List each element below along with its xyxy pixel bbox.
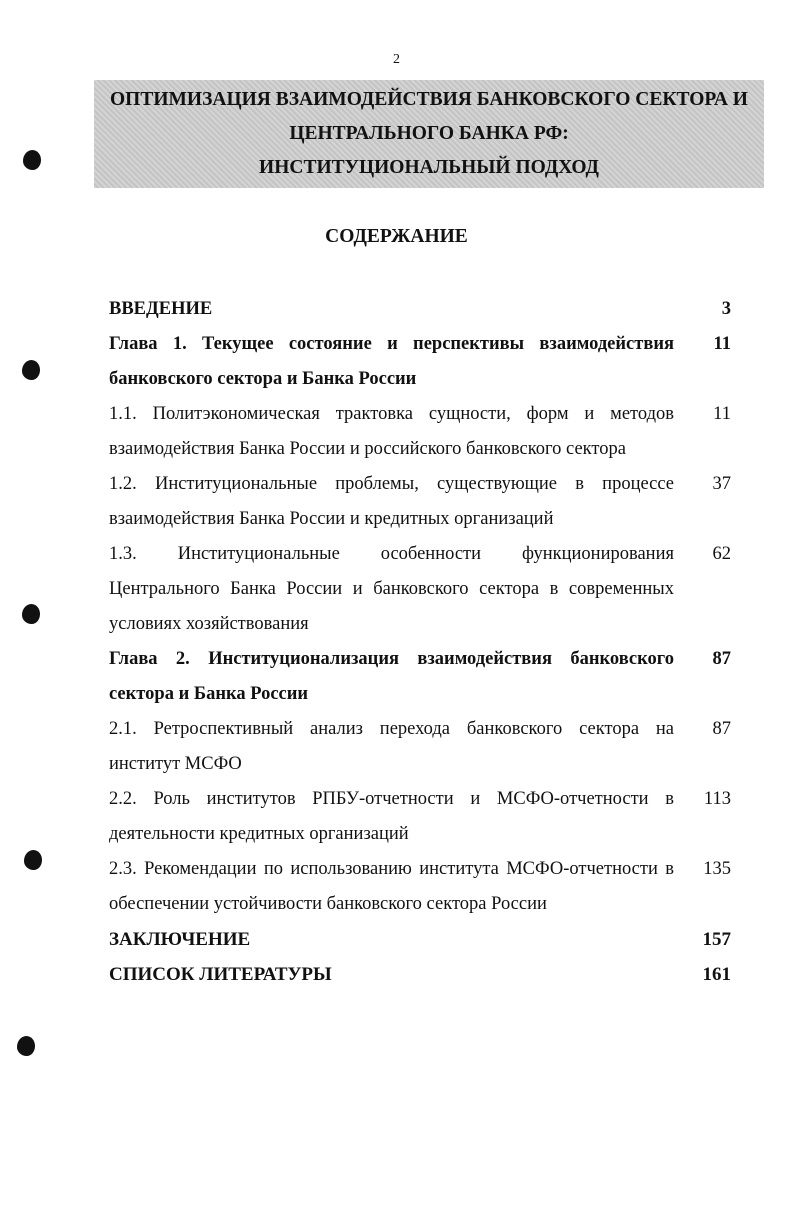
punch-hole-mark <box>22 360 40 380</box>
title-line: ЦЕНТРАЛЬНОГО БАНКА РФ: <box>289 123 569 144</box>
toc-entry-title: 2.2. Роль институтов РПБУ-отчетности и МСФО-отчетности в деятельности кредитных организаций <box>109 789 674 844</box>
toc-entry-page: 87 <box>712 649 731 669</box>
toc-entry-section-1-2 <box>109 467 731 537</box>
toc-entry-title: Глава 2. Институционализация взаимодействия банковского сектора и Банка России <box>109 649 674 704</box>
toc-entry-page: 11 <box>713 334 731 354</box>
toc-entry-title: Глава 1. Текущее состояние и перспективы взаимодействия банковского сектора и Банка России <box>109 334 674 389</box>
toc-entry-title: 2.1. Ретроспективный анализ перехода банковского сектора на институт МСФО <box>109 719 674 774</box>
title-line: ИНСТИТУЦИОНАЛЬНЫЙ ПОДХОД <box>259 157 599 178</box>
toc-entry-page: 11 <box>713 404 731 424</box>
toc-entry-page: 135 <box>703 859 731 879</box>
toc-entry-section-1-3 <box>109 537 731 642</box>
toc-entry-page: 161 <box>702 964 731 985</box>
toc-entry-section-2-3 <box>109 852 731 922</box>
toc-entry-conclusion <box>109 922 731 957</box>
toc-entry-title: 1.1. Политэкономическая трактовка сущности, форм и методов взаимодействия Банка России и российского банковского сектора <box>109 404 674 459</box>
toc-entry-title: ВВЕДЕНИЕ <box>109 299 213 319</box>
toc-entry-title: СПИСОК ЛИТЕРАТУРЫ <box>109 964 332 985</box>
title-line: ОПТИМИЗАЦИЯ ВЗАИМОДЕЙСТВИЯ БАНКОВСКОГО СЕКТОРА И <box>110 89 748 110</box>
toc-entry-title: 1.2. Институциональные проблемы, существующие в процессе взаимодействия Банка России и кредитных организаций <box>109 474 674 529</box>
toc-entry-page: 113 <box>703 789 731 809</box>
punch-hole-mark <box>22 604 40 624</box>
toc-entry-page: 3 <box>721 299 731 319</box>
toc-entry-title: 1.3. Институциональные особенности функционирования Центрального Банка России и банковского сектора в современных условиях хозяйствования <box>109 544 674 634</box>
contents-heading: СОДЕРЖАНИЕ <box>325 226 468 247</box>
toc-entry-section-2-2 <box>109 782 731 852</box>
toc-entry-page: 87 <box>712 719 731 739</box>
punch-hole-mark <box>24 850 42 870</box>
punch-hole-mark <box>17 1036 35 1056</box>
toc-entry-section-2-1 <box>109 712 731 782</box>
toc-entry-page: 62 <box>712 544 731 564</box>
toc-entry-section-1-1 <box>109 397 731 467</box>
title-banner <box>94 80 764 188</box>
toc-entry-title: ЗАКЛЮЧЕНИЕ <box>109 929 251 950</box>
punch-hole-mark <box>23 150 41 170</box>
page-number: 2 <box>393 52 400 67</box>
toc-entry-page: 37 <box>712 474 731 494</box>
toc-entry-page: 157 <box>702 929 731 950</box>
toc-entry-title: 2.3. Рекомендации по использованию института МСФО-отчетности в обеспечении устойчивости банковского сектора России <box>109 859 674 914</box>
toc-entry-chapter-1 <box>109 327 731 397</box>
toc-entry-references <box>109 957 731 992</box>
table-of-contents <box>109 292 731 992</box>
toc-entry-chapter-2 <box>109 642 731 712</box>
toc-entry-introduction <box>109 292 731 327</box>
